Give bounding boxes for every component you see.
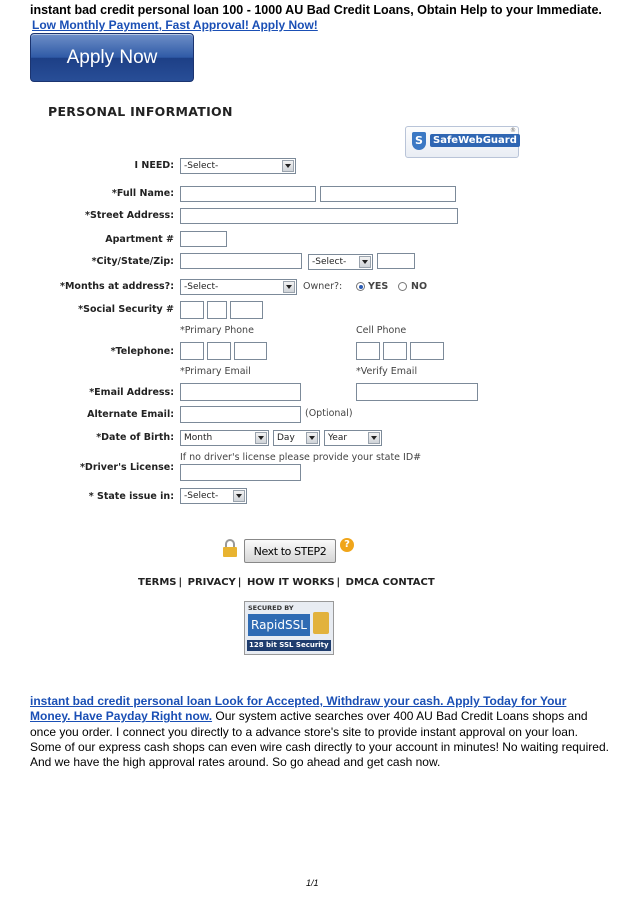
chevron-down-icon (306, 432, 318, 444)
chevron-down-icon (368, 432, 380, 444)
rapidssl-badge (244, 601, 334, 655)
chevron-down-icon (255, 432, 267, 444)
zip-input[interactable] (377, 253, 415, 269)
verify-email-hint: *Verify Email (356, 366, 418, 377)
chevron-down-icon (233, 490, 245, 502)
page-number: 1/1 (306, 878, 319, 888)
apartment-label: Apartment # (105, 234, 174, 245)
ssn-part3-input[interactable] (230, 301, 263, 319)
alt-email-input[interactable] (180, 406, 301, 423)
telephone-label: *Telephone: (110, 346, 174, 357)
body-link[interactable]: instant bad credit personal loan Look for Accepted, Withdraw your cash. Apply Today for Your Money. Have Payday Right now. (30, 694, 567, 724)
owner-no-radio[interactable] (398, 282, 407, 291)
body-paragraph (30, 694, 610, 770)
city-state-zip-label: *City/State/Zip: (91, 256, 174, 267)
dob-month-select[interactable]: Month (180, 430, 269, 446)
body-text: Our system active searches over 400 AU Bad Credit Loans shops and once you order. I connect you directly to a advance store's site to provide instant approval on your loan. Some of our express cash shops can even wire cash directly to your account in minutes! No waiting required. And we have the high approval rates around. So go ahead and get cash now. (30, 709, 609, 770)
months-label: *Months at address?: (60, 281, 174, 292)
owner-yes-label: YES (368, 281, 389, 292)
safewebguard-label: SafeWebGuard (430, 134, 520, 147)
state-issue-label: * State issue in: (88, 491, 174, 502)
primary-phone-hint: *Primary Phone (180, 325, 254, 336)
full-name-label: *Full Name: (111, 188, 174, 199)
ssl-brand-label: RapidSSL (248, 614, 310, 636)
cell-prefix-input[interactable] (383, 342, 407, 360)
license-label: *Driver's License: (79, 462, 174, 473)
need-select[interactable]: -Select- (180, 158, 296, 174)
owner-label: Owner?: (303, 281, 343, 292)
city-input[interactable] (180, 253, 302, 269)
apartment-input[interactable] (180, 231, 227, 247)
lock-icon (222, 539, 238, 557)
dmca-contact-link[interactable]: DMCA CONTACT (345, 577, 435, 588)
phone-prefix-input[interactable] (207, 342, 231, 360)
page-title: instant bad credit personal loan 100 - 1000 AU Bad Credit Loans, Obtain Help to your Immediate. (30, 3, 602, 17)
phone-line-input[interactable] (234, 342, 267, 360)
dob-day-select[interactable]: Day (273, 430, 320, 446)
need-label: I NEED: (134, 160, 174, 171)
license-hint: If no driver's license please provide your state ID# (180, 452, 422, 463)
footer-links: TERMS | PRIVACY | HOW IT WORKS | DMCA CONTACT (138, 577, 435, 588)
state-select[interactable]: -Select- (308, 254, 373, 270)
cell-area-input[interactable] (356, 342, 380, 360)
chevron-down-icon (282, 160, 294, 172)
last-name-input[interactable] (320, 186, 456, 202)
dob-label: *Date of Birth: (96, 432, 174, 443)
license-input[interactable] (180, 464, 301, 481)
street-label: *Street Address: (85, 210, 174, 221)
ssn-label: *Social Security # (78, 304, 174, 315)
cell-phone-hint: Cell Phone (356, 325, 407, 336)
primary-email-hint: *Primary Email (180, 366, 251, 377)
padlock-icon (313, 612, 329, 634)
how-it-works-link[interactable]: HOW IT WORKS (246, 577, 335, 588)
first-name-input[interactable] (180, 186, 316, 202)
safewebguard-badge: S SafeWebGuard ® (405, 126, 519, 158)
chevron-down-icon (283, 281, 295, 293)
ssl-secured-label: SECURED BY (248, 604, 294, 612)
chevron-down-icon (359, 256, 371, 268)
next-step-button[interactable]: Next to STEP2 (244, 539, 336, 563)
privacy-link[interactable]: PRIVACY (187, 577, 236, 588)
apply-now-button[interactable]: Apply Now (30, 33, 194, 82)
ssl-bits-label: 128 bit SSL Security (247, 640, 331, 651)
email-input[interactable] (180, 383, 301, 401)
optional-hint: (Optional) (305, 408, 353, 419)
phone-area-input[interactable] (180, 342, 204, 360)
months-select[interactable]: -Select- (180, 279, 297, 295)
section-title: PERSONAL INFORMATION (48, 104, 233, 119)
owner-yes-radio[interactable] (356, 282, 365, 291)
apply-link[interactable]: Low Monthly Payment, Fast Approval! Apply Now! (32, 18, 318, 32)
help-icon[interactable]: ? (340, 538, 354, 552)
email-label: *Email Address: (89, 387, 174, 398)
state-issue-select[interactable]: -Select- (180, 488, 247, 504)
terms-link[interactable]: TERMS (138, 577, 177, 588)
street-input[interactable] (180, 208, 458, 224)
shield-icon: S (412, 132, 426, 150)
cell-line-input[interactable] (410, 342, 444, 360)
ssn-part1-input[interactable] (180, 301, 204, 319)
owner-no-label: NO (411, 281, 428, 292)
ssn-part2-input[interactable] (207, 301, 227, 319)
dob-year-select[interactable]: Year (324, 430, 382, 446)
alt-email-label: Alternate Email: (87, 409, 174, 420)
verify-email-input[interactable] (356, 383, 478, 401)
